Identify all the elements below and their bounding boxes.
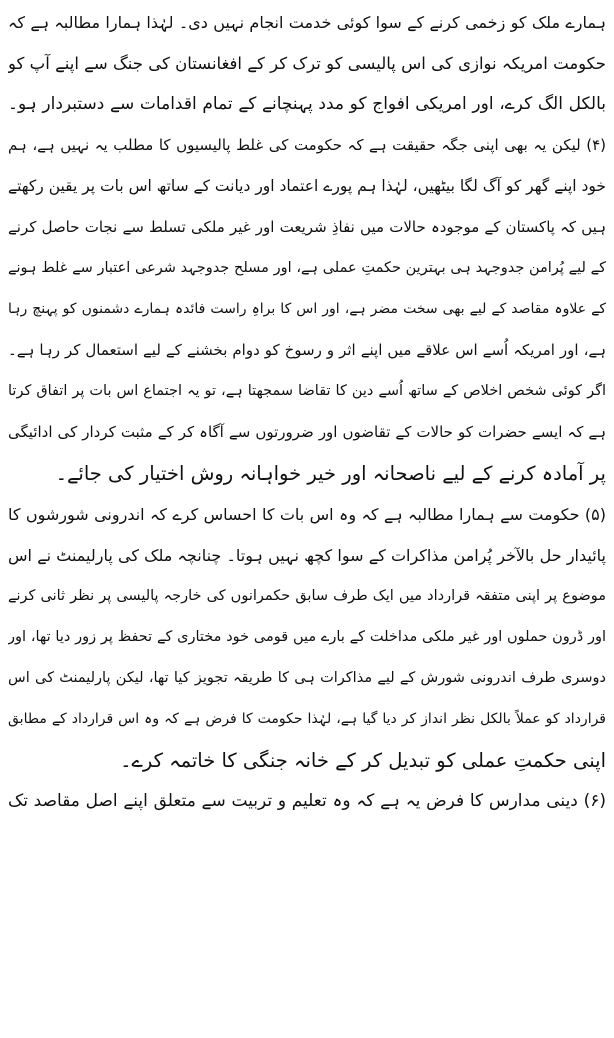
text-line: ہیں کہ پاکستان کے موجودہ حالات میں نفاذِ شریعت اور غیر ملکی تسلط سے نجات حاصل کرنے (8, 218, 606, 236)
text-line: اور ڈرون حملوں اور غیر ملکی مداخلت کے بارے میں قومی خود مختاری کے تحفظ پر زور دیا تھا، اور (8, 629, 606, 645)
text-line: حکومت امریکہ نوازی کی اس پالیسی کو ترک کر کے افغانستان کی جنگ سے اپنے آپ کو (8, 54, 606, 73)
text-line: بالکل الگ کرے، اور امریکی افواج کو مدد پہنچانے کے تمام اقدامات سے دستبردار ہو۔ (8, 94, 606, 114)
text-line: دوسری طرف اندرونی شورش کے لیے مذاکرات ہی کا طریقہ تجویز کیا تھا، لیکن پارلیمنٹ کی اس (8, 670, 606, 686)
text-line: ہمارے ملک کو زخمی کرنے کے سوا کوئی خدمت انجام نہیں دی۔ لہٰذا ہمارا مطالبہ ہے کہ (8, 13, 606, 32)
text-line: پائیدار حل بالآخر پُرامن مذاکرات کے سوا کچھ نہیں ہوتا۔ چنانچہ ملک کی پارلیمنٹ نے اس (8, 546, 606, 565)
text-line: (۵) حکومت سے ہمارا مطالبہ ہے کہ وہ اس بات کا احساس کرے کہ اندرونی شورشوں کا (8, 505, 606, 524)
text-line: کے علاوہ مقاصد کے لیے بھی سخت مضر ہے، اور اس کا براہِ راست فائدہ ہمارے دشمنوں کو پہنچ رہا (8, 301, 606, 317)
text-line: پر آمادہ کرنے کے لیے ناصحانہ اور خیر خواہانہ روش اختیار کی جائے۔ (55, 462, 606, 485)
text-line: ہے کہ ایسے حضرات کو حالات کے تقاضوں اور ضرورتوں سے آگاہ کر کے مثبت کردار کی ادائیگی (8, 423, 606, 441)
text-line: اگر کوئی شخص اخلاص کے ساتھ اُسے دین کا تقاضا سمجھتا ہے، تو یہ اجتماع اس بات پر اتفاق کرتا (8, 383, 606, 399)
text-line: خود اپنے گھر کو آگ لگا بیٹھیں، لہٰذا ہم پورے اعتماد اور دیانت کے ساتھ اس بات پر یقین رکھتے (8, 177, 606, 195)
text-line: قرارداد کو عملاً بالکل نظر انداز کر دیا گیا ہے، لہٰذا حکومت کا فرض ہے کہ وہ اس قرارداد کے مطابق (8, 711, 606, 727)
text-line: ہے، اور امریکہ اُسے اس علاقے میں اپنے اثر و رسوخ کو دوام بخشنے کے لیے استعمال کر رہا ہے۔ (8, 341, 606, 359)
text-line: اپنی حکمتِ عملی کو تبدیل کر کے خانہ جنگی کا خاتمہ کرے۔ (120, 749, 606, 772)
text-line: کے لیے پُرامن جدوجہد ہی بہترین حکمتِ عملی ہے، اور مسلح جدوجہد شرعی اعتبار سے غلط ہونے (8, 260, 606, 276)
text-line: (۶) دینی مدارس کا فرض یہ ہے کہ وہ تعلیم و تربیت سے متعلق اپنے اصل مقاصد تک (8, 791, 606, 811)
text-line: (۴) لیکن یہ بھی اپنی جگہ حقیقت ہے کہ حکومت کی غلط پالیسیوں کا مطلب یہ نہیں ہے، ہم (8, 136, 606, 154)
text-line: موضوع پر اپنی متفقہ قرارداد میں ایک طرف سابق حکمرانوں کی خارجہ پالیسی پر نظر ثانی کرنے (8, 588, 606, 604)
